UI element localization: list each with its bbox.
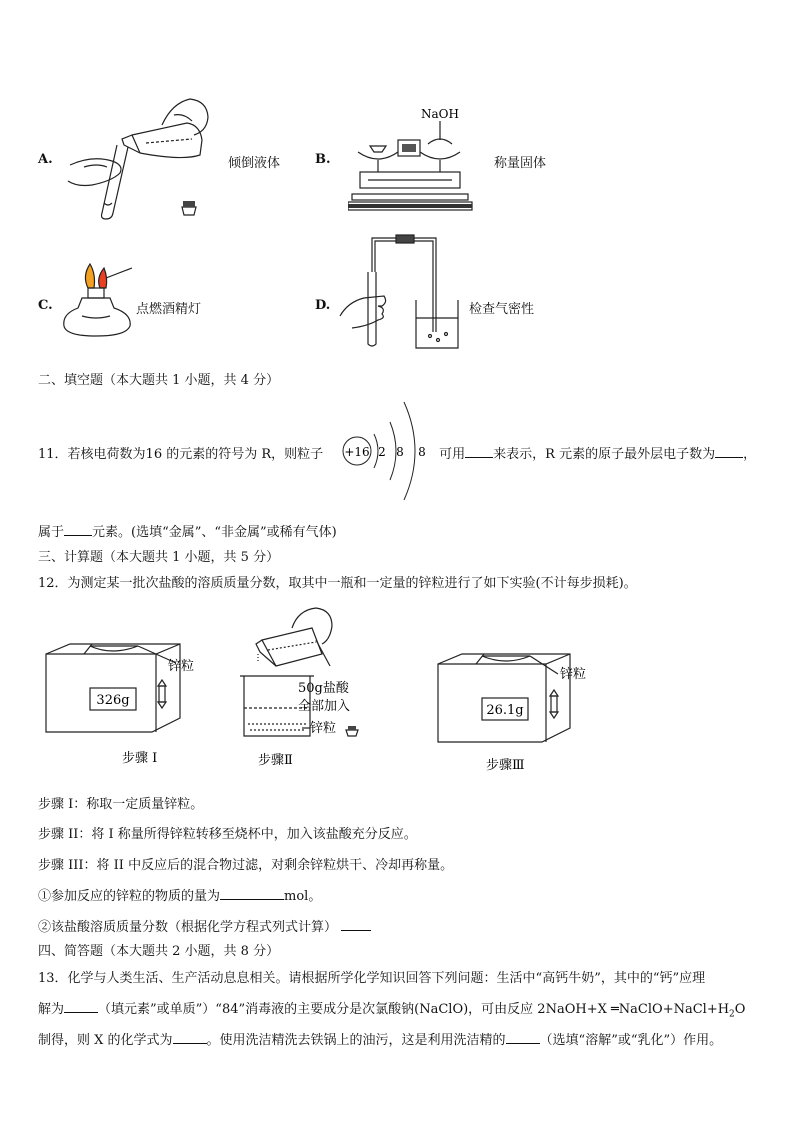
q12-step-1: 步骤 I：称取一定质量锌粒。 xyxy=(38,797,204,812)
step-1-caption: 步骤 I xyxy=(122,751,158,766)
pouring-liquid-figure xyxy=(62,95,212,220)
q12-sub1-text: ①参加反应的锌粒的物质的量为 xyxy=(38,889,221,904)
balance-figure xyxy=(348,104,473,216)
question-12-stem: 12．为测定某一批次盐酸的溶质质量分数，取其中一瓶和一定量的锌粒进行了如下实验(不计每步损耗)。 xyxy=(38,576,637,591)
experiment-figure xyxy=(40,606,600,776)
q11-line2-text-2: 元素。(选填“金属”、“非金属”或稀有气体) xyxy=(92,525,337,540)
q12-step-2: 步骤 II：将 I 称量所得锌粒转移至烧杯中，加入该盐酸充分反应。 xyxy=(38,827,417,842)
option-c-label: C. xyxy=(38,298,53,313)
nucleus-charge: +16 xyxy=(344,445,370,459)
q13-line2-text-1: 解为 xyxy=(38,1002,65,1017)
q13-line-3 xyxy=(38,1029,722,1048)
option-a-caption: 倾倒液体 xyxy=(228,156,281,171)
q11-text-1: 11．若核电荷数为16 的元素的符号为 R，则粒子 xyxy=(38,447,324,462)
scale-reading-1: 326g xyxy=(96,693,130,708)
q11-text-4: ， xyxy=(743,447,757,462)
alcohol-lamp-figure xyxy=(60,258,140,340)
q13-line-1: 13．化学与人类生活、生产活动息息相关。请根据所学化学知识回答下列问题：生活中“高钙牛奶”，其中的“钙”应理 xyxy=(38,971,706,986)
option-c-caption: 点燃酒精灯 xyxy=(136,302,202,317)
airtightness-figure xyxy=(338,232,463,352)
q13-line3-text-2: 。使用洗洁精洗去铁锅上的油污，这是利用洗洁精的 xyxy=(206,1033,506,1048)
option-a-label: A. xyxy=(38,152,53,167)
step-3-caption: 步骤Ⅲ xyxy=(486,758,525,773)
zinc-label-2: 锌粒 xyxy=(310,721,337,736)
naoh-label: NaOH xyxy=(421,107,459,121)
q13-line3-text-3: （选填“溶解”或“乳化”）作用。 xyxy=(539,1033,723,1048)
option-b-caption: 称量固体 xyxy=(494,156,547,171)
section-2-title: 二、填空题（本大题共 1 小题，共 4 分） xyxy=(38,373,280,388)
q13-line2-text-2: （填元素”或单质”）“84”消毒液的主要成分是次氯酸钠(NaClO)，可由反应 2NaOH+X ═NaClO+NaCl+H xyxy=(98,1002,730,1017)
option-b-label: B. xyxy=(315,152,331,167)
shell-2-electrons: 8 xyxy=(396,445,404,459)
option-d-caption: 检查气密性 xyxy=(469,302,535,317)
zinc-label-3: 锌粒 xyxy=(560,667,587,682)
q12-sub1-unit: mol。 xyxy=(284,889,322,904)
zinc-label-1: 锌粒 xyxy=(168,659,195,674)
section-3-title: 三、计算题（本大题共 1 小题，共 5 分） xyxy=(38,550,280,565)
ion-structure-diagram xyxy=(338,398,434,502)
q11-text-2: 可用 xyxy=(439,447,466,462)
shell-3-electrons: 8 xyxy=(418,445,426,459)
section-4-title: 四、简答题（本大题共 2 小题，共 8 分） xyxy=(38,944,280,959)
q13-line2-text-3: O xyxy=(734,1002,746,1017)
question-11-line-2 xyxy=(38,521,337,540)
scale-reading-3: 26.1g xyxy=(486,703,524,718)
q11-line2-text-1: 属于 xyxy=(38,525,65,540)
shell-1-electrons: 2 xyxy=(378,445,386,459)
option-d-label: D. xyxy=(315,298,331,313)
acid-label-line-2: 全部加入 xyxy=(298,699,351,714)
q12-sub-1 xyxy=(38,885,321,904)
acid-label-line-1: 50g盐酸 xyxy=(298,681,349,696)
step-2-caption: 步骤Ⅱ xyxy=(258,753,293,768)
q13-subscript: 2 xyxy=(729,1009,735,1020)
q13-line3-text-1: 制得，则 X 的化学式为 xyxy=(38,1033,173,1048)
q12-sub2-text: ②该盐酸溶质质量分数（根据化学方程式列式计算） xyxy=(38,920,338,935)
q11-text-3: 来表示，R 元素的原子最外层电子数为 xyxy=(493,447,716,462)
q13-line-2 xyxy=(38,998,745,1020)
q12-sub-2 xyxy=(38,916,371,935)
q12-step-3: 步骤 III：将 II 中反应后的混合物过滤，对剩余锌粒烘干、冷却再称量。 xyxy=(38,858,454,873)
